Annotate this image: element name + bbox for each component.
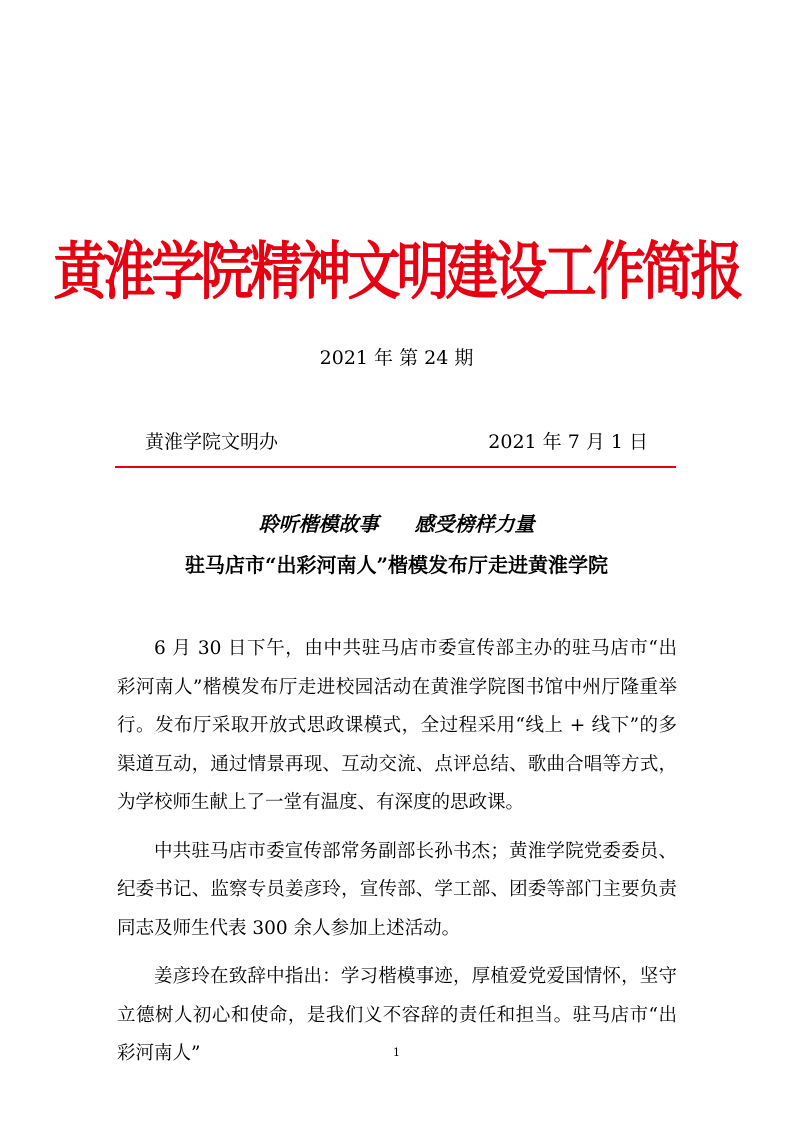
paragraph: 6 月 30 日下午，由中共驻马店市委宣传部主办的驻马店市“出彩河南人”楷模发布厅走进校园活动在黄淮学院图书馆中州厅隆重举行。发布厅采取开放式思政课模式，全过程采用“线上 + 线下”的多渠道互动，通过情景再现、互动交流、点评总结、歌曲合唱等方式，为学校师生献上了一堂有温度、有深度的思政课。 <box>117 638 677 813</box>
issue-number: 2021 年 第 24 期 <box>319 347 474 369</box>
article-body <box>117 630 677 1084</box>
paragraph: 姜彦玲在致辞中指出：学习楷模事迹，厚植爱党爱国情怀，坚守立德树人初心和使命，是我们义不容辞的责任和担当。驻马店市“出彩河南人” <box>117 966 677 1064</box>
article-title: 驻马店市“出彩河南人”楷模发布厅走进黄淮学院 <box>184 553 608 577</box>
page-number: 1 <box>393 1046 400 1059</box>
bulletin-masthead: 黄淮学院精神文明建设工作简报 <box>53 236 740 309</box>
headline-part-1: 聆听楷模故事 <box>258 512 379 536</box>
issuer-name: 黄淮学院文明办 <box>145 431 279 453</box>
paragraph: 中共驻马店市委宣传部常务副部长孙书杰；黄淮学院党委委员、纪委书记、监察专员姜彦玲，宣传部、学工部、团委等部门主要负责同志及师生代表 300 余人参加上述活动。 <box>117 840 677 939</box>
headline-subtitle <box>0 508 793 537</box>
headline-part-2: 感受榜样力量 <box>414 512 535 536</box>
issue-date: 2021 年 7 月 1 日 <box>488 431 648 453</box>
red-divider-rule <box>115 466 676 468</box>
